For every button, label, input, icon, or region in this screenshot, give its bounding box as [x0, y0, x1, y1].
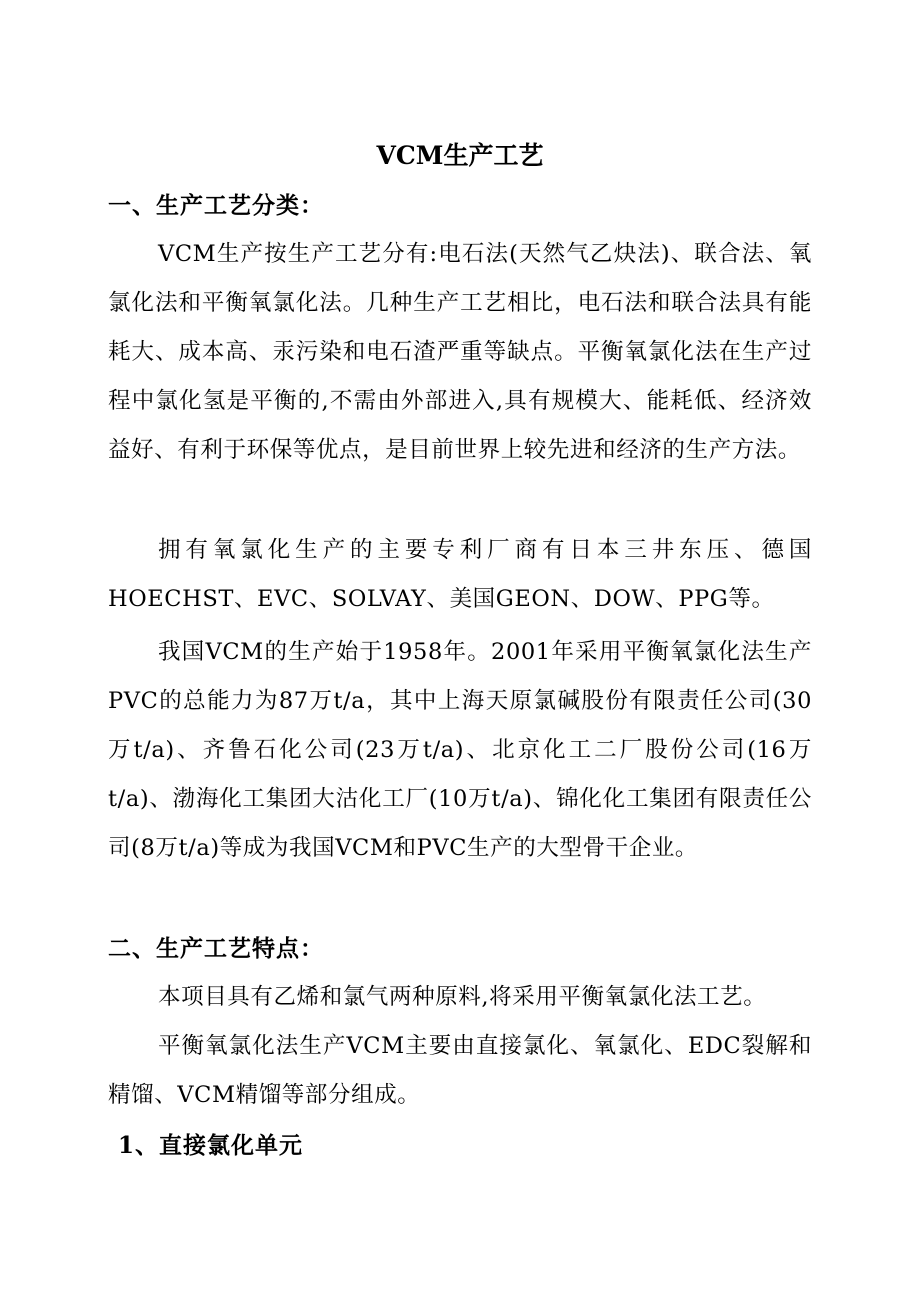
- sub-heading-direct-chlorination: 1、直接氯化单元: [118, 1132, 304, 1159]
- document-title: VCM生产工艺: [376, 141, 544, 170]
- section-heading-classification: 一、生产工艺分类：: [108, 192, 324, 219]
- section-heading-characteristics: 二、生产工艺特点：: [108, 935, 324, 962]
- paragraph-process-overview: VCM生产按生产工艺分有:电石法(天然气乙炔法)、联合法、氧氯化法和平衡氧氯化法。几种生产工艺相比，电石法和联合法具有能耗大、成本高、汞污染和电石渣严重等缺点。平衡氧氯化法在生产过程中氯化氢是平衡的,不需由外部进入,具有规模大、能耗低、经济效益好、有利于环保等优点，是目前世界上较先进和经济的生产方法。: [108, 241, 812, 463]
- paragraph-raw-materials: 本项目具有乙烯和氯气两种原料,将采用平衡氧氯化法工艺。: [158, 984, 767, 1010]
- paragraph-patent-holders: 拥有氧氯化生产的主要专利厂商有日本三井东压、德国HOECHST、EVC、SOLVAY、美国GEON、DOW、PPG等。: [108, 537, 812, 612]
- paragraph-process-units: 平衡氧氯化法生产VCM主要由直接氯化、氧氯化、EDC裂解和精馏、VCM精馏等部分组成。: [108, 1033, 812, 1108]
- paragraph-domestic-production: 我国VCM的生产始于1958年。2001年采用平衡氧氯化法生产PVC的总能力为87万t/a，其中上海天原氯碱股份有限责任公司(30万t/a)、齐鲁石化公司(23万t/a)、北京化工二厂股份公司(16万t/a)、渤海化工集团大沽化工厂(10万t/a)、锦化化工集团有限责任公司(8万t/a)等成为我国VCM和PVC生产的大型骨干企业。: [108, 639, 812, 861]
